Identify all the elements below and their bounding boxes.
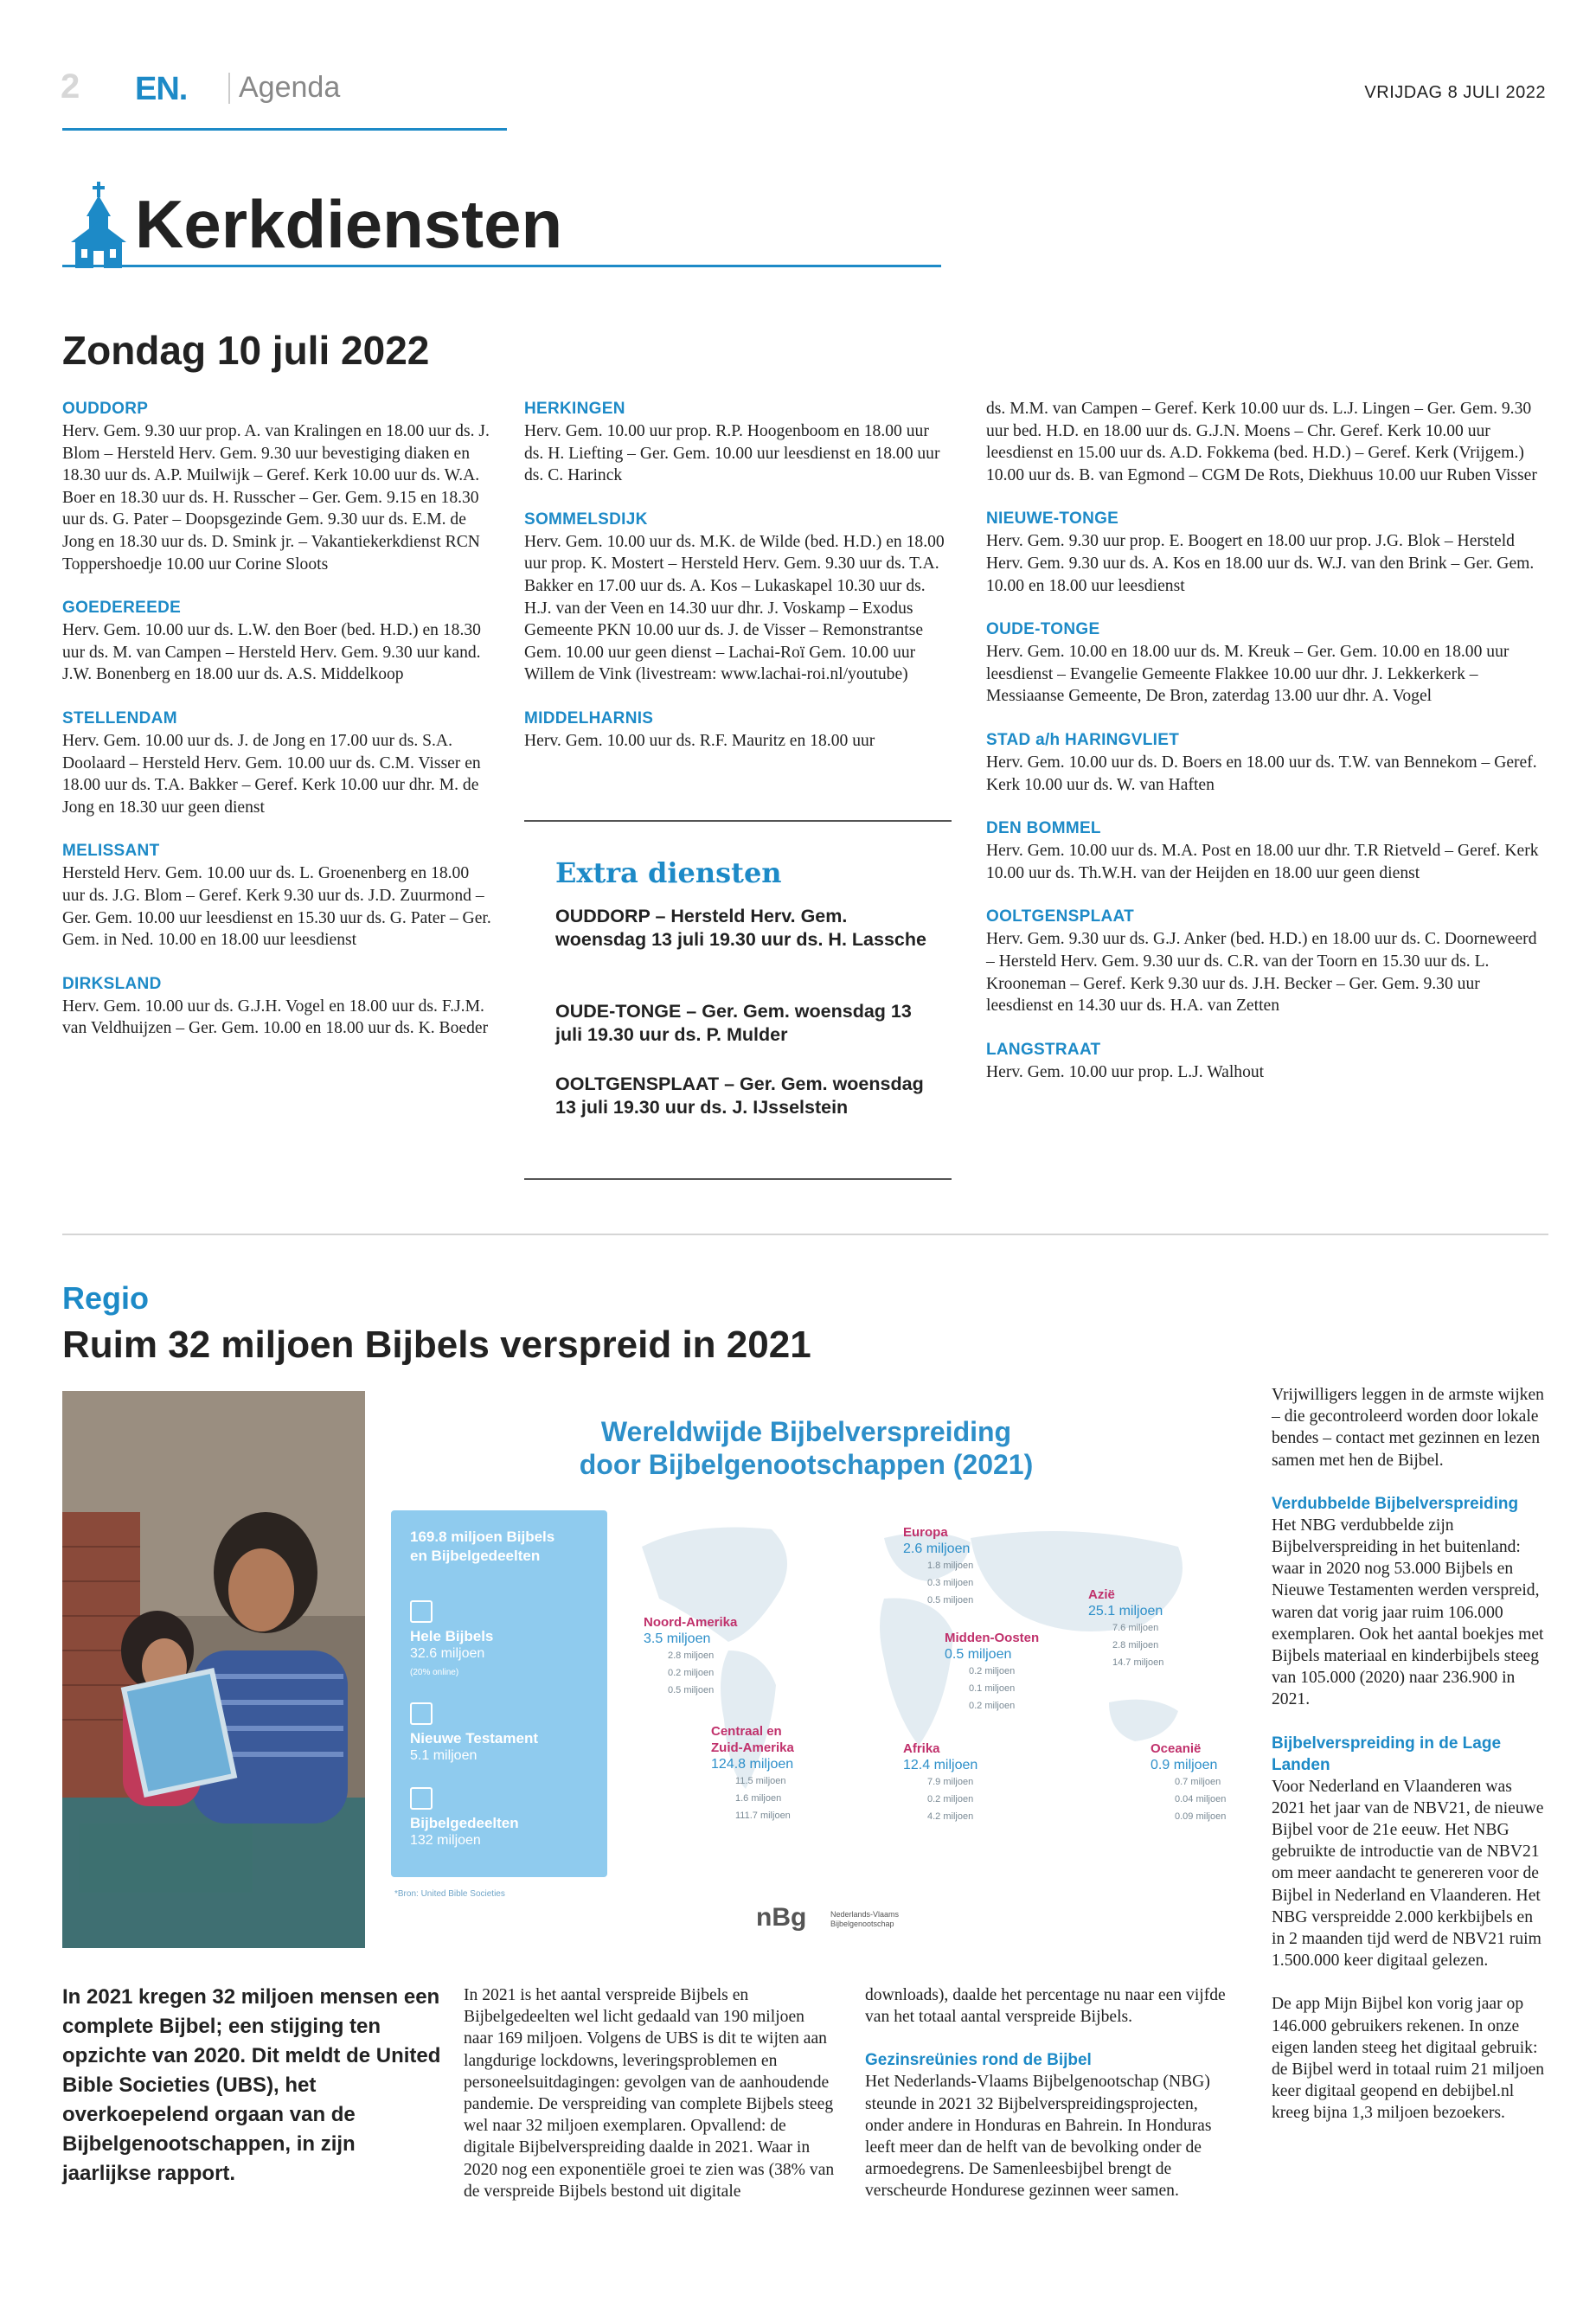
service-text: Herv. Gem. 10.00 uur ds. G.J.H. Vogel en 18.00 uur ds. F.J.M. van Veldhuijzen – Ger. Gem. 10.00 en 18.00 uur ds. K. Boeder (62, 997, 489, 1038)
service-text: Herv. Gem. 10.00 en 18.00 uur ds. M. Kreuk – Ger. Gem. 10.00 en 18.00 uur leesdienst – Evangelie Gemeente Flakkee 10.00 uur dhr. J. Lekkerkerk – Messiaanse Gemeente, De Bron, zaterdag 13.00 uur dhr. A. Vogel (986, 643, 1509, 706)
newspaper-logo[interactable]: EN. (135, 71, 188, 107)
place-name: OUDE-TONGE (986, 620, 1100, 639)
region-new-testament: 0.04 miljoen (1175, 1794, 1227, 1804)
region-total: 124.8 miljoen (711, 1757, 794, 1772)
category-note: (20% online) (410, 1668, 459, 1677)
title-rule (62, 265, 941, 267)
region-new-testament: 2.8 miljoen (1112, 1640, 1159, 1650)
region-bibles: 7.6 miljoen (1112, 1623, 1159, 1633)
region-new-testament: 0.1 miljoen (969, 1683, 1016, 1694)
region-name: Afrika (903, 1741, 940, 1756)
category-portions (410, 1787, 519, 1849)
article-kicker: Regio (62, 1280, 150, 1316)
header-rule (62, 128, 507, 131)
region-north-america (644, 1614, 737, 1699)
article-paragraph: downloads), daalde het percentage nu naar een vijfde van het totaal aantal verspreide Bijbels. (865, 1986, 1226, 2027)
photo-woman-child-reading-bible (62, 1391, 365, 1948)
region-name: Noord-Amerika (644, 1615, 738, 1630)
region-new-testament: 0.2 miljoen (668, 1668, 715, 1678)
region-bibles: 0.2 miljoen (969, 1666, 1016, 1676)
region-name: Midden-Oosten (945, 1631, 1040, 1645)
place-name: MELISSANT (62, 842, 160, 861)
region-name: Europa (903, 1525, 948, 1540)
extra-service-item: OUDE-TONGE – Ger. Gem. woensdag 13 juli 19.30 uur ds. P. Mulder (555, 1001, 912, 1045)
category-name: Bijbelgedeelten (410, 1815, 519, 1831)
article-column-1: In 2021 is het aantal verspreide Bijbels en Bijbelgedeelten wel licht gedaald van 190 miljoen naar 169 miljoen. Volgens de UBS is dit te wijten aan langdurige lockdowns, leveringsproblemen en personeelsuitdagingen: gevolgen van de aanhoudende pandemie. De verspreiding van complete Bijbels steeg wel naar 32 miljoen exemplaren. Opvallend: de digitale Bijbelverspreiding daalde in 2021. Waar in 2020 nog een exponentiële groei te zien was (38% van de verspreide Bijbels bestond uit digitale (464, 1986, 835, 2201)
service-continuation: ds. M.M. van Campen – Geref. Kerk 10.00 uur ds. L.J. Lingen – Ger. Gem. 9.30 uur bed. H.D. en 18.00 uur ds. G.J.N. Moens – Chr. Geref. Kerk 10.00 uur leesdienst en 15.00 uur ds. A.D. Fokkema (bed. H.D.) – Geref. Kerk (Vrijgem.) 10.00 uur ds. B. van Egmond – CGM De Rots, Diekhuus 10.00 uur Ruben Visser (986, 400, 1537, 484)
region-total: 0.5 miljoen (945, 1647, 1012, 1662)
region-africa (903, 1740, 977, 1825)
region-new-testament: 1.6 miljoen (735, 1793, 782, 1804)
region-name: Azië (1088, 1587, 1115, 1602)
infographic-title (365, 1415, 1247, 1481)
region-portions: 0.09 miljoen (1175, 1811, 1227, 1822)
extra-service-item: OUDDORP – Hersteld Herv. Gem. woensdag 13 juli 19.30 uur ds. H. Lassche (555, 906, 926, 950)
nbg-logo-text: Nederlands-Vlaams Bijbelgenootschap (830, 1910, 900, 1928)
service-text: Herv. Gem. 10.00 uur prop. L.J. Walhout (986, 1062, 1265, 1081)
page-title: Kerkdiensten (135, 186, 563, 262)
page-number: 2 (61, 67, 80, 106)
place-name: STELLENDAM (62, 708, 177, 727)
place-name: DEN BOMMEL (986, 819, 1101, 838)
place-name: NIEUWE-TONGE (986, 510, 1119, 529)
article-paragraph: Het NBG verdubbelde zijn Bijbelverspreiding in het buitenland: waar in 2020 nog 53.000 Bijbels en Nieuwe Testamenten werden verspreid, waren dat vorig jaar ruim 106.000 exemplaren. Ook het aantal boekjes met Bijbels materiaal en kinderbijbels steeg van 105.000 (2020) naar 236.900 in 2021. (1272, 1516, 1544, 1709)
article-subheading: Bijbelverspreiding in de Lage Landen (1272, 1734, 1502, 1774)
totals-heading (410, 1528, 554, 1566)
service-entry (986, 817, 1548, 884)
place-name: SOMMELSDIJK (524, 510, 648, 529)
region-new-testament: 0.3 miljoen (927, 1578, 974, 1588)
church-icon (71, 182, 128, 268)
category-name: Hele Bijbels (410, 1628, 494, 1644)
region-name: Oceanië (1151, 1741, 1202, 1756)
service-entry (62, 398, 495, 575)
place-name: DIRKSLAND (62, 974, 162, 993)
nbg-logo: nBg (756, 1903, 807, 1932)
extra-services-title: Extra diensten (555, 856, 782, 889)
service-entry (986, 508, 1548, 597)
totals-panel (391, 1510, 607, 1877)
region-name: Centraal en Zuid-Amerika (711, 1724, 794, 1755)
place-name: OOLTGENSPLAAT (986, 907, 1135, 926)
service-entry (986, 729, 1548, 796)
region-bibles: 7.9 miljoen (927, 1777, 974, 1787)
region-portions: 0.2 miljoen (969, 1701, 1016, 1711)
region-portions: 0.5 miljoen (927, 1595, 974, 1606)
region-total: 3.5 miljoen (644, 1631, 711, 1646)
service-text: Herv. Gem. 9.30 uur ds. G.J. Anker (bed. H.D.) en 18.00 uur ds. C. Doorneweerd – Hersteld Herv. Gem. 9.30 uur ds. C.R. van der Toorn en 15.30 uur ds. L. Krooneman – Geref. Kerk 9.30 uur ds. J.H. Becker – Ger. Gem. 9.30 uur leesdienst en 14.30 uur ds. H.A. van Zetten (986, 930, 1537, 1016)
category-value: 5.1 miljoen (410, 1748, 478, 1763)
services-column-2 (524, 398, 948, 774)
place-name: LANGSTRAAT (986, 1040, 1101, 1059)
article-paragraph: Vrijwilligers leggen in de armste wijken – die gecontroleerd worden door lokale bendes – contact met gezinnen en lezen samen met hen de Bijbel. (1272, 1386, 1544, 1470)
place-name: GOEDEREEDE (62, 599, 182, 618)
category-new-testament (410, 1702, 538, 1765)
service-text: Herv. Gem. 10.00 uur ds. L.W. den Boer (bed. H.D.) en 18.30 uur ds. M. van Campen – Hersteld Herv. Gem. 9.30 uur kand. J.W. Bonenberg en 18.00 uur ds. A.S. Middelkoop (62, 621, 481, 684)
service-entry (986, 1039, 1548, 1084)
section-divider (62, 1234, 1548, 1235)
infographic-source: *Bron: United Bible Societies (394, 1889, 505, 1899)
article-paragraph: De app Mijn Bijbel kon vorig jaar op 146.000 gebruikers rekenen. In onze eigen landen steeg het digitaal gebruik: de Bijbel werd in totaal ruim 21 miljoen keer digitaal geopend en debijbel.nl kreeg bijna 1,3 miljoen bezoekers. (1272, 1995, 1545, 2123)
infographic (365, 1391, 1247, 1948)
place-name: HERKINGEN (524, 400, 625, 418)
paragraph-gap (865, 2028, 1237, 2049)
category-name: Nieuwe Testament (410, 1730, 539, 1747)
section-name[interactable]: Agenda (239, 71, 341, 104)
article-subheading: Verdubbelde Bijbelverspreiding (1272, 1494, 1519, 1513)
region-central-south-america (711, 1723, 815, 1824)
region-portions: 111.7 miljoen (735, 1811, 791, 1821)
place-name: STAD a/h HARINGVLIET (986, 730, 1180, 749)
service-text: Herv. Gem. 9.30 uur prop. A. van Kralingen en 18.00 uur ds. J. Blom – Hersteld Herv. Gem. 9.30 uur bevestiging diaken en 18.30 uur ds. A.P. Muilwijk – Geref. Kerk 10.00 uur ds. W.A. Boer en 18.30 uur ds. H. Russcher – Ger. Gem. 9.15 en 18.30 uur ds. G. Pater – Doopsgezinde Gem. 9.30 uur ds. E.M. de Jong en 18.30 uur ds. D. Smink jr. – Vakantiekerkdienst RCN Toppershoedje 10.00 uur Corine Sloots (62, 422, 490, 574)
service-entry (986, 906, 1548, 1016)
services-column-3 (986, 398, 1548, 1105)
article-column-2 (865, 1984, 1237, 2202)
region-total: 0.9 miljoen (1151, 1758, 1218, 1772)
region-bibles: 11.5 miljoen (735, 1776, 786, 1786)
service-entry (62, 840, 495, 951)
region-total: 12.4 miljoen (903, 1758, 978, 1772)
issue-date: VRIJDAG 8 JULI 2022 (1364, 83, 1546, 102)
service-entry (524, 509, 948, 686)
service-text: Herv. Gem. 10.00 uur ds. R.F. Mauritz en 18.00 uur (524, 731, 875, 750)
totals-heading-line: 169.8 miljoen Bijbels (410, 1529, 555, 1545)
extra-service-item: OOLTGENSPLAAT – Ger. Gem. woensdag 13 juli 19.30 uur ds. J. IJsselstein (555, 1074, 924, 1118)
region-portions: 0.5 miljoen (668, 1685, 715, 1695)
service-text: Herv. Gem. 9.30 uur prop. E. Boogert en 18.00 uur prop. J.G. Blok – Hersteld Herv. Gem. 9.30 uur ds. A. Kos en 18.00 uur ds. W.J. van den Brink – Ger. Gem. 10.00 en 18.00 uur leesdienst (986, 532, 1535, 595)
paragraph-gap (1272, 1971, 1548, 1993)
place-name: MIDDELHARNIS (524, 708, 654, 727)
booklet-icon (410, 1787, 433, 1810)
article-paragraph: Het Nederlands-Vlaams Bijbelgenootschap (NBG) steunde in 2021 32 Bijbelverspreidingsprojecten, onder andere in Honduras en Bahrein. In Honduras leeft meer dan de helft van de bevolking onder de armoedegrens. De Samenleesbijbel brengt de verscheurde Hondurese gezinnen weer samen. (865, 2073, 1212, 2201)
region-total: 2.6 miljoen (903, 1541, 971, 1556)
article-subheading: Gezinsreünies rond de Bijbel (865, 2051, 1092, 2070)
paragraph-gap (1272, 1471, 1548, 1493)
service-text: Herv. Gem. 10.00 uur ds. D. Boers en 18.00 uur ds. T.W. van Bennekom – Geref. Kerk 10.00 uur ds. W. van Haften (986, 753, 1537, 794)
service-text: Herv. Gem. 10.00 uur prop. R.P. Hoogenboom en 18.00 uur ds. H. Liefting – Ger. Gem. 10.00 uur leesdienst en 18.00 uur ds. C. Harinck (524, 422, 940, 485)
article-lead: In 2021 kregen 32 miljoen mensen een complete Bijbel; een stijging ten opzichte van 2020. Dit meldt de United Bible Societies (UBS), het overkoepelend orgaan van de Bijbelgenootschappen, in zijn jaarlijkse rapport. (62, 1985, 441, 2185)
day-heading: Zondag 10 juli 2022 (62, 328, 430, 373)
logo-separator (228, 73, 230, 104)
service-entry (62, 973, 495, 1040)
service-text: Herv. Gem. 10.00 uur ds. M.A. Post en 18.00 uur dhr. T.R Rietveld – Geref. Kerk 10.00 uur ds. Th.W.H. van der Heijden en 18.00 uur geen dienst (986, 842, 1539, 882)
article-side-column (1272, 1384, 1548, 2125)
article-headline[interactable]: Ruim 32 miljoen Bijbels verspreid in 2021 (62, 1324, 811, 1366)
category-value: 32.6 miljoen (410, 1646, 485, 1661)
service-text: Herv. Gem. 10.00 uur ds. M.K. de Wilde (bed. H.D.) en 18.00 uur prop. K. Mostert – Hersteld Herv. Gem. 9.30 uur ds. T.A. Bakker en 17.00 uur ds. A. Kos – Lukaskapel 10.30 uur ds. H.J. van der Veen en 14.30 uur dhr. J. Voskamp – Exodus Gemeente PKN 10.00 uur ds. J. de Visser – Remonstrantse Gem. 10.00 uur geen dienst – Lachai-Roï Gem. 10.00 uur Willem de Vink (livestream: www.lachai-roi.nl/youtube) (524, 532, 945, 684)
region-new-testament: 0.2 miljoen (927, 1794, 974, 1804)
article-paragraph: Voor Nederland en Vlaanderen was 2021 het jaar van de NBV21, de nieuwe Bijbel voor de 21e eeuw. Het NBG gebruikte de introductie van de NBV21 om meer aandacht te genereren voor de Bijbel in Nederland en Vlaanderen. Het NBG verspreidde 2.000 kerkbijbels en in 2 maanden tijd werd de NBV21 ruim 1.500.000 keer digitaal gelezen. (1272, 1777, 1544, 1971)
category-value: 132 miljoen (410, 1833, 481, 1848)
bible-icon (410, 1600, 433, 1623)
service-entry (524, 708, 948, 753)
service-text: Herv. Gem. 10.00 uur ds. J. de Jong en 17.00 uur ds. S.A. Doolaard – Hersteld Herv. Gem. 10.00 uur ds. C.M. Visser en 18.00 uur ds. T.A. Bakker – Geref. Kerk 10.00 uur dhr. M. de Jong en 18.30 uur geen dienst (62, 731, 481, 817)
region-bibles: 0.7 miljoen (1175, 1777, 1221, 1787)
region-asia (1088, 1586, 1163, 1671)
services-column-1 (62, 398, 495, 1061)
region-portions: 4.2 miljoen (927, 1811, 974, 1822)
service-entry (62, 597, 495, 686)
region-europe (903, 1524, 973, 1609)
category-bibles (410, 1600, 493, 1682)
extra-services-box (524, 820, 952, 1180)
region-total: 25.1 miljoen (1088, 1604, 1163, 1618)
region-bibles: 2.8 miljoen (668, 1650, 715, 1661)
place-name: OUDDORP (62, 400, 149, 418)
paragraph-gap (1272, 1711, 1548, 1733)
service-entry (524, 398, 948, 487)
service-text: Hersteld Herv. Gem. 10.00 uur ds. L. Groenenberg en 18.00 uur ds. J.G. Blom – Geref. Kerk 9.30 uur ds. J.D. Zuurmond – Ger. Gem. 10.00 uur leesdienst en 15.30 uur ds. G. Pater – Ger. Gem. in Ned. 10.00 en 18.00 uur leesdienst (62, 864, 491, 950)
service-entry (62, 708, 495, 818)
service-entry (986, 619, 1548, 708)
totals-heading-line: en Bijbelgedeelten (410, 1548, 541, 1564)
infographic-title-line: door Bijbelgenootschappen (2021) (579, 1449, 1034, 1480)
region-oceania (1151, 1740, 1226, 1825)
infographic-title-line: Wereldwijde Bijbelverspreiding (600, 1416, 1012, 1447)
open-book-icon (410, 1702, 433, 1725)
region-bibles: 1.8 miljoen (927, 1561, 974, 1571)
region-portions: 14.7 miljoen (1112, 1657, 1164, 1668)
region-middle-east (945, 1630, 1039, 1715)
